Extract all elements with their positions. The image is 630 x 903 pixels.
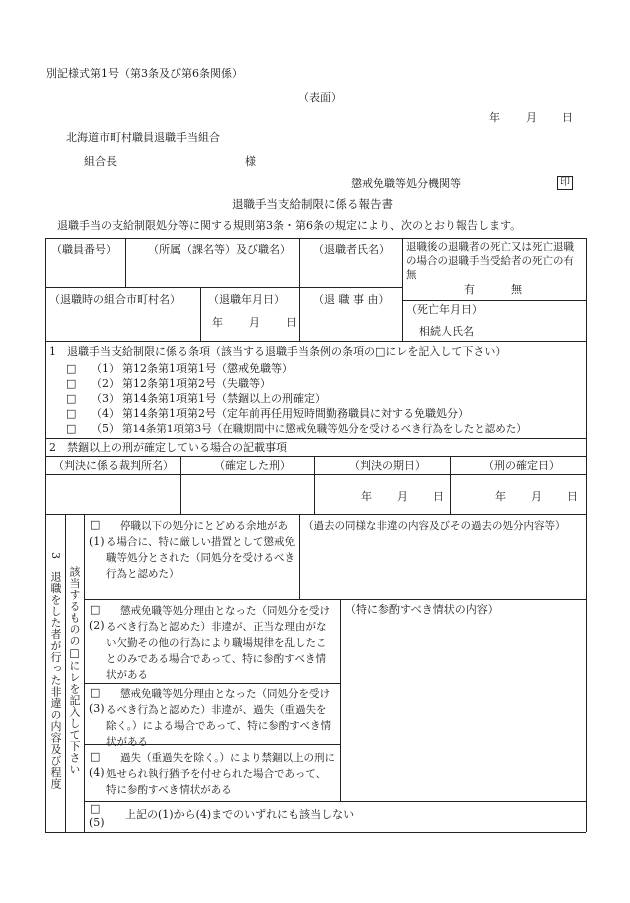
checkbox[interactable]: □ <box>66 392 77 405</box>
grid-line <box>125 238 126 287</box>
heir-label: 相続人氏名 <box>419 325 474 338</box>
item-number: （2） <box>91 377 120 390</box>
item-number: （3） <box>91 392 120 405</box>
final-year: 年 <box>495 490 506 503</box>
table-left-border <box>45 238 46 832</box>
retiree-name-label: （退職者氏名） <box>313 243 390 256</box>
retire-year: 年 <box>212 316 223 329</box>
checkbox[interactable]: □ <box>90 518 101 531</box>
death-yes: 有 <box>464 283 475 296</box>
grid-line <box>299 238 300 341</box>
section3-item-text: 過失（重過失を除く。）により禁錮以上の刑に処せられ執行猶予を付せられた場合であって、特に参酌すべき情状がある <box>106 752 336 796</box>
dept-label: （所属（課名等）及び職名） <box>148 243 291 256</box>
section2-title: 2 禁錮以上の刑が確定している場合の記載事項 <box>49 441 287 454</box>
grid-line <box>65 514 66 832</box>
sentence-label: （確定した刑） <box>214 459 291 472</box>
item-number: (5) <box>89 816 105 829</box>
checkbox[interactable]: □ <box>90 802 101 815</box>
grid-line <box>314 456 315 514</box>
section3-item-text: 懲戒免職等処分理由となった（同処分を受けるべき行為と認めた）非違が、正当な理由がない欠勤その他の行為により職場規律を乱したことのみである場合であって、特に参酌すべき情状がある <box>106 605 330 681</box>
final-day: 日 <box>567 490 578 503</box>
section3-label: 3 退職をした者が行った非違の内容及び程度 <box>49 552 62 790</box>
court-label: （判決に係る裁判所名） <box>53 459 174 472</box>
reporter-label: 懲戒免職等処分機関等 <box>351 177 461 190</box>
item-text: 第12条第1項第2号（失職等） <box>122 377 271 390</box>
grid-line <box>45 287 402 288</box>
grid-line <box>45 438 586 439</box>
retire-day: 日 <box>286 316 297 329</box>
checkbox[interactable]: □ <box>66 422 77 435</box>
section3-item-text: 停職以下の処分にとどめる余地がある場合に、特に厳しい措置として懲戒免職等処分とされた（同処分を受けるべき行為と認めた） <box>106 520 295 580</box>
judgment-day: 日 <box>433 490 444 503</box>
item-text: 第14条第1項第2号（定年前再任用短時間勤務職員に対する免職処分） <box>122 407 469 420</box>
checkbox[interactable]: □ <box>90 750 101 763</box>
item-number: （1） <box>91 362 120 375</box>
item-text: 第12条第1項第1号（懲戒免職等） <box>122 362 293 375</box>
retire-date-label: （退職年月日） <box>208 293 285 306</box>
addressee-title: 組合長 <box>84 155 117 168</box>
seal-mark: 印 <box>557 176 573 190</box>
section3-sublabel: 該当するものの□にレを記入して下さい <box>68 566 81 775</box>
addressee-org: 北海道市町村職員退職手当組合 <box>66 131 220 144</box>
past-offense-header: （過去の同様な非違の内容及びその過去の処分内容等） <box>303 520 566 532</box>
grid-line <box>200 287 201 341</box>
item-text: 第14条第1項第3号（在職期間中に懲戒免職等処分を受けるべき行為をしたと認めた） <box>122 423 527 435</box>
checkbox[interactable]: □ <box>90 686 101 699</box>
grid-line <box>180 456 181 514</box>
grid-line <box>402 238 403 341</box>
addressee-honorific: 様 <box>245 155 256 168</box>
death-date-label: （死亡年月日） <box>406 303 483 316</box>
form-id: 別記様式第1号（第3条及び第6条関係） <box>46 67 243 80</box>
final-date-label: （刑の確定日） <box>483 459 560 472</box>
judgment-month: 月 <box>397 490 408 503</box>
item-number: (1) <box>89 535 105 548</box>
grid-line <box>84 801 586 802</box>
date-year-label: 年 <box>489 111 500 124</box>
date-month-label: 月 <box>526 111 537 124</box>
checkbox[interactable]: □ <box>66 407 77 420</box>
item-number: (2) <box>89 619 105 632</box>
checkbox[interactable]: □ <box>90 603 101 616</box>
grid-line <box>402 300 586 301</box>
staff-no-label: （職員番号） <box>51 243 117 256</box>
intro-text: 退職手当の支給制限処分等に関する規則第3条・第6条の規定により、次のとおり報告します。 <box>57 219 522 232</box>
grid-line <box>299 514 300 599</box>
death-no: 無 <box>511 283 522 296</box>
grid-line <box>45 456 586 457</box>
section3-item-text: 懲戒免職等処分理由となった（同処分を受けるべき行為と認めた）非違が、過失（重過失を除く。）による場合であって、特に参酌すべき情状がある <box>106 688 332 748</box>
grid-line <box>45 514 586 515</box>
doc-title: 退職手当支給制限に係る報告書 <box>232 197 393 211</box>
grid-line <box>84 599 586 600</box>
item-number: （5） <box>91 422 120 435</box>
table-top-border <box>45 238 586 239</box>
date-day-label: 日 <box>562 111 573 124</box>
retire-reason-label: （退 職 事 由） <box>313 293 390 306</box>
death-question: 退職後の退職者の死亡又は死亡退職の場合の退職手当受給者の死亡の有無 <box>406 241 574 281</box>
form-side: （表面） <box>298 91 342 104</box>
judgment-year: 年 <box>361 490 372 503</box>
final-month: 月 <box>531 490 542 503</box>
grid-line <box>84 683 340 684</box>
grid-line <box>45 474 586 475</box>
judgment-date-label: （判決の期日） <box>349 459 426 472</box>
grid-line <box>45 341 586 342</box>
table-right-border <box>586 238 587 832</box>
section3-item-text: 上記の(1)から(4)までのいずれにも該当しない <box>125 808 355 821</box>
grid-line <box>340 599 341 801</box>
item-number: （4） <box>91 407 120 420</box>
item-number: (3) <box>89 702 105 715</box>
section1-title: 1 退職手当支給制限に係る条項（該当する退職手当条例の条項の□にレを記入して下さい） <box>49 345 507 358</box>
city-label: （退職時の組合市町村名） <box>49 293 181 306</box>
checkbox[interactable]: □ <box>66 362 77 375</box>
grid-line <box>84 514 85 832</box>
item-text: 第14条第1項第1号（禁錮以上の刑確定） <box>122 392 326 405</box>
retire-month: 月 <box>249 316 260 329</box>
item-number: (4) <box>89 766 105 779</box>
checkbox[interactable]: □ <box>66 377 77 390</box>
special-circumstance-header: （特に参酌すべき情状の内容） <box>345 603 499 616</box>
table-bottom-border <box>45 832 586 833</box>
grid-line <box>450 456 451 514</box>
